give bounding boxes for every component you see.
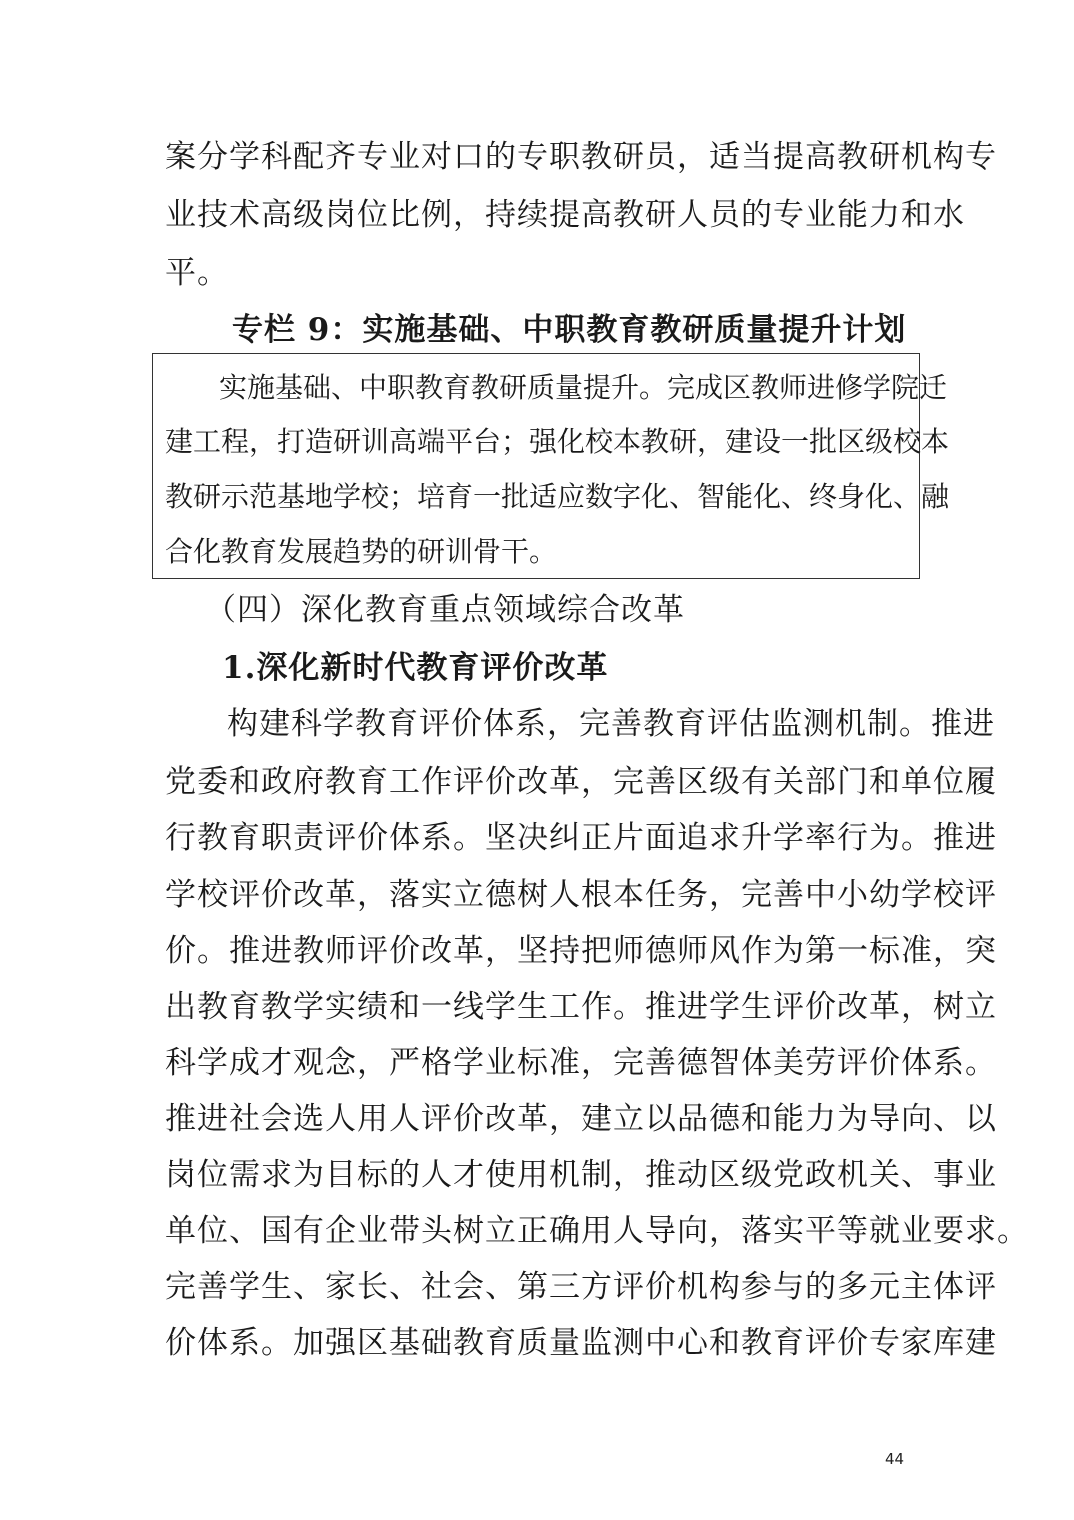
body-line-2: 党委和政府教育工作评价改革，完善区级有关部门和单位履 [165, 764, 997, 800]
column-box-line-3: 教研示范基地学校；培育一批适应数字化、智能化、终身化、融 [165, 480, 950, 513]
intro-line-2: 业技术高级岗位比例，持续提高教研人员的专业能力和水 [165, 197, 965, 233]
body-line-8: 推进社会选人用人评价改革，建立以品德和能力为导向、以 [165, 1101, 997, 1137]
column-box-line-2: 建工程，打造研训高端平台；强化校本教研，建设一批区级校本 [165, 425, 950, 458]
column-box-line-1: 实施基础、中职教育教研质量提升。完成区教师进修学院迁 [219, 371, 948, 404]
column-box [152, 353, 950, 579]
page-number: 44 [885, 1450, 905, 1468]
body-line-6: 出教育教学实绩和一线学生工作。推进学生评价改革，树立 [165, 989, 997, 1025]
subsection-heading: 1.深化新时代教育评价改革 [222, 650, 609, 686]
body-line-1: 构建科学教育评价体系，完善教育评估监测机制。推进 [227, 706, 995, 742]
body-line-3: 行教育职责评价体系。坚决纠正片面追求升学率行为。推进 [165, 820, 997, 856]
column-title: 专栏 9：实施基础、中职教育教研质量提升计划 [232, 312, 907, 348]
column-box-line-4: 合化教育发展趋势的研训骨干。 [165, 535, 558, 568]
section-heading: （四）深化教育重点领域综合改革 [205, 592, 685, 628]
body-line-5: 价。推进教师评价改革，坚持把师德师风作为第一标准，突 [165, 933, 997, 969]
body-line-4: 学校评价改革，落实立德树人根本任务，完善中小幼学校评 [165, 877, 997, 913]
body-line-12: 价体系。加强区基础教育质量监测中心和教育评价专家库建 [165, 1325, 997, 1361]
body-line-11: 完善学生、家长、社会、第三方评价机构参与的多元主体评 [165, 1269, 997, 1305]
intro-line-1: 案分学科配齐专业对口的专职教研员，适当提高教研机构专 [165, 139, 997, 175]
body-line-9: 岗位需求为目标的人才使用机制，推动区级党政机关、事业 [165, 1157, 997, 1193]
intro-line-3: 平。 [165, 255, 229, 291]
body-line-7: 科学成才观念，严格学业标准，完善德智体美劳评价体系。 [165, 1045, 997, 1081]
body-line-10: 单位、国有企业带头树立正确用人导向，落实平等就业要求。 [165, 1213, 1029, 1249]
